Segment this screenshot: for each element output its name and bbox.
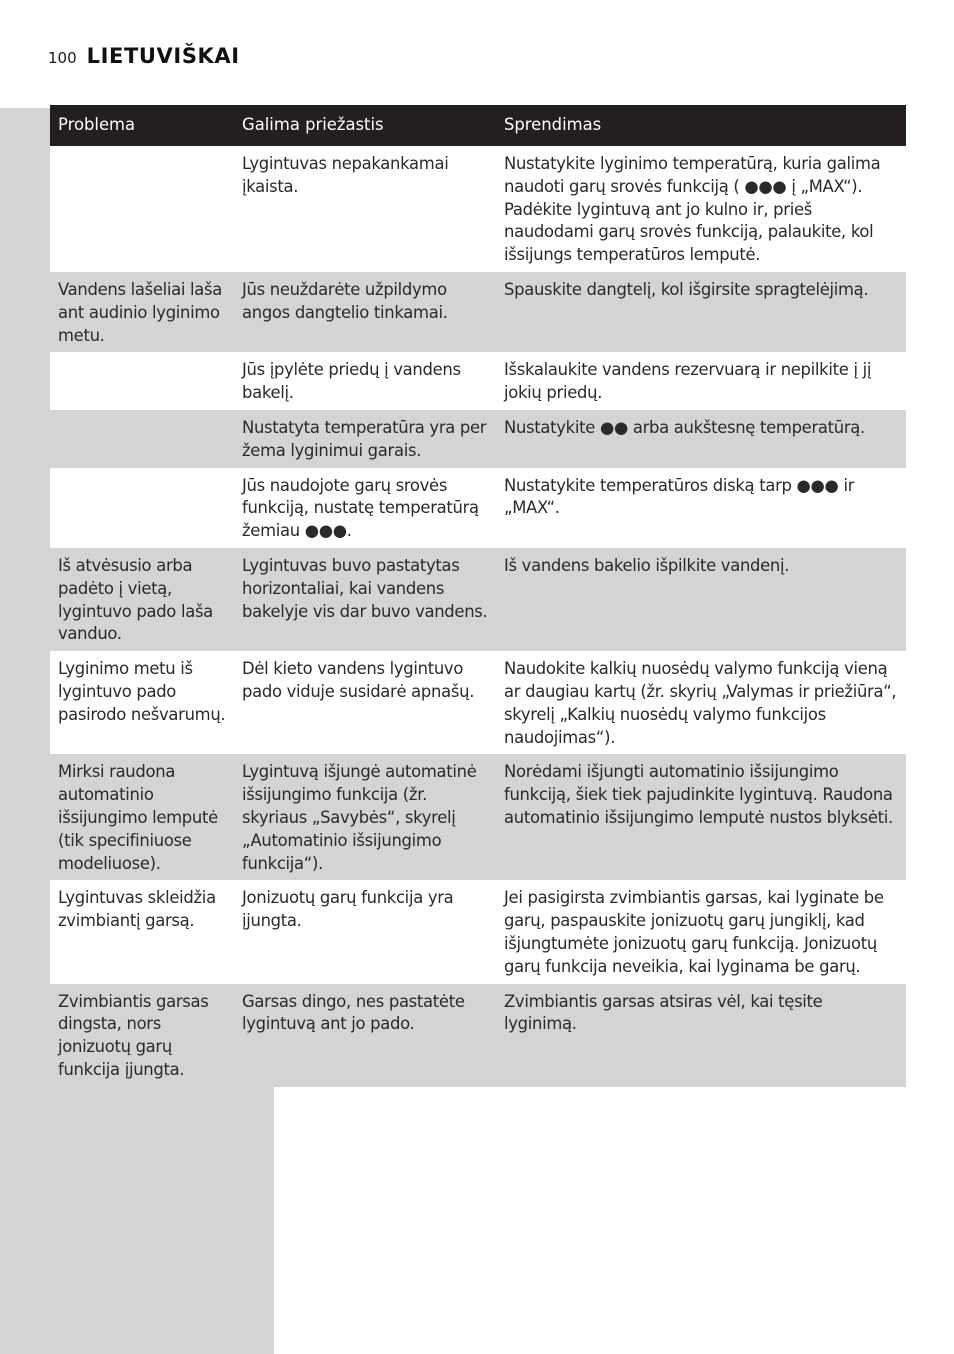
problem-cell: Lyginimo metu iš lygintuvo pado pasirodo nešvarumų.	[50, 651, 234, 754]
problem-cell: Iš atvėsusio arba padėto į vietą, lygintuvo pado laša vanduo.	[50, 548, 234, 651]
solution-cell: Iš vandens bakelio išpilkite vandenį.	[496, 548, 906, 651]
table-row	[50, 272, 906, 352]
cause-cell: Garsas dingo, nes pastatėte lygintuvą ant jo pado.	[234, 984, 496, 1087]
solution-cell: Norėdami išjungti automatinio išsijungimo funkciją, šiek tiek pajudinkite lygintuvą. Raudona automatinio išsijungimo lemputė nustos blyksėti.	[496, 754, 906, 880]
cause-cell: Jūs naudojote garų srovės funkciją, nustatę temperatūrą žemiau ●●●.	[234, 468, 496, 548]
cause-cell: Jūs neuždarėte užpildymo angos dangtelio tinkamai.	[234, 272, 496, 352]
problem-cell	[50, 146, 234, 272]
column-header-solution: Sprendimas	[496, 105, 906, 146]
problem-cell	[50, 468, 234, 548]
solution-cell: Išskalaukite vandens rezervuarą ir nepilkite į jį jokių priedų.	[496, 352, 906, 410]
problem-cell: Vandens lašeliai laša ant audinio lyginimo metu.	[50, 272, 234, 352]
solution-cell: Naudokite kalkių nuosėdų valymo funkciją vieną ar daugiau kartų (žr. skyrių „Valymas ir priežiūra“, skyrelį „Kalkių nuosėdų valymo funkcijos naudojimas“).	[496, 651, 906, 754]
table-row	[50, 468, 906, 548]
solution-cell: Jei pasigirsta zvimbiantis garsas, kai lyginate be garų, paspauskite jonizuotų garų jungiklį, kad išjungtumėte jonizuotų garų funkciją. Jonizuotų garų funkcija neveikia, kai lyginama be garų.	[496, 880, 906, 983]
table-header-row	[50, 105, 906, 146]
problem-cell: Mirksi raudona automatinio išsijungimo lemputė (tik specifiniuose modeliuose).	[50, 754, 234, 880]
solution-cell: Nustatykite lyginimo temperatūrą, kuria galima naudoti garų srovės funkciją ( ●●● į „MAX“). Padėkite lygintuvą ant jo kulno ir, prieš naudodami garų srovės funkciją, palaukite, kol išsijungs temperatūros lemputė.	[496, 146, 906, 272]
page-header	[48, 44, 240, 78]
page-number: 100	[48, 49, 77, 67]
problem-cell: Zvimbiantis garsas dingsta, nors jonizuotų garų funkcija įjungta.	[50, 984, 234, 1087]
cause-cell: Lygintuvą išjungė automatinė išsijungimo funkcija (žr. skyriaus „Savybės“, skyrelį „Automatinio išsijungimo funkcija“).	[234, 754, 496, 880]
solution-cell: Spauskite dangtelį, kol išgirsite spragtelėjimą.	[496, 272, 906, 352]
cause-cell: Jūs įpylėte priedų į vandens bakelį.	[234, 352, 496, 410]
table-row	[50, 410, 906, 468]
cause-cell: Lygintuvas nepakankamai įkaista.	[234, 146, 496, 272]
section-language-title: LIETUVIŠKAI	[86, 44, 240, 68]
problem-cell	[50, 410, 234, 468]
table-row	[50, 651, 906, 754]
table-row	[50, 146, 906, 272]
solution-cell: Nustatykite temperatūros diską tarp ●●● ir „MAX“.	[496, 468, 906, 548]
cause-cell: Nustatyta temperatūra yra per žema lyginimui garais.	[234, 410, 496, 468]
problem-cell	[50, 352, 234, 410]
solution-cell: Zvimbiantis garsas atsiras vėl, kai tęsite lyginimą.	[496, 984, 906, 1087]
cause-cell: Dėl kieto vandens lygintuvo pado viduje susidarė apnašų.	[234, 651, 496, 754]
cause-cell: Lygintuvas buvo pastatytas horizontaliai, kai vandens bakelyje vis dar buvo vandens.	[234, 548, 496, 651]
table-row	[50, 880, 906, 983]
table-row	[50, 548, 906, 651]
table-row	[50, 352, 906, 410]
table-row	[50, 984, 906, 1087]
column-header-problem: Problema	[50, 105, 234, 146]
column-header-cause: Galima priežastis	[234, 105, 496, 146]
problem-cell: Lygintuvas skleidžia zvimbiantį garsą.	[50, 880, 234, 983]
solution-cell: Nustatykite ●● arba aukštesnę temperatūrą.	[496, 410, 906, 468]
table-row	[50, 754, 906, 880]
troubleshooting-table	[50, 105, 906, 1087]
cause-cell: Jonizuotų garų funkcija yra įjungta.	[234, 880, 496, 983]
